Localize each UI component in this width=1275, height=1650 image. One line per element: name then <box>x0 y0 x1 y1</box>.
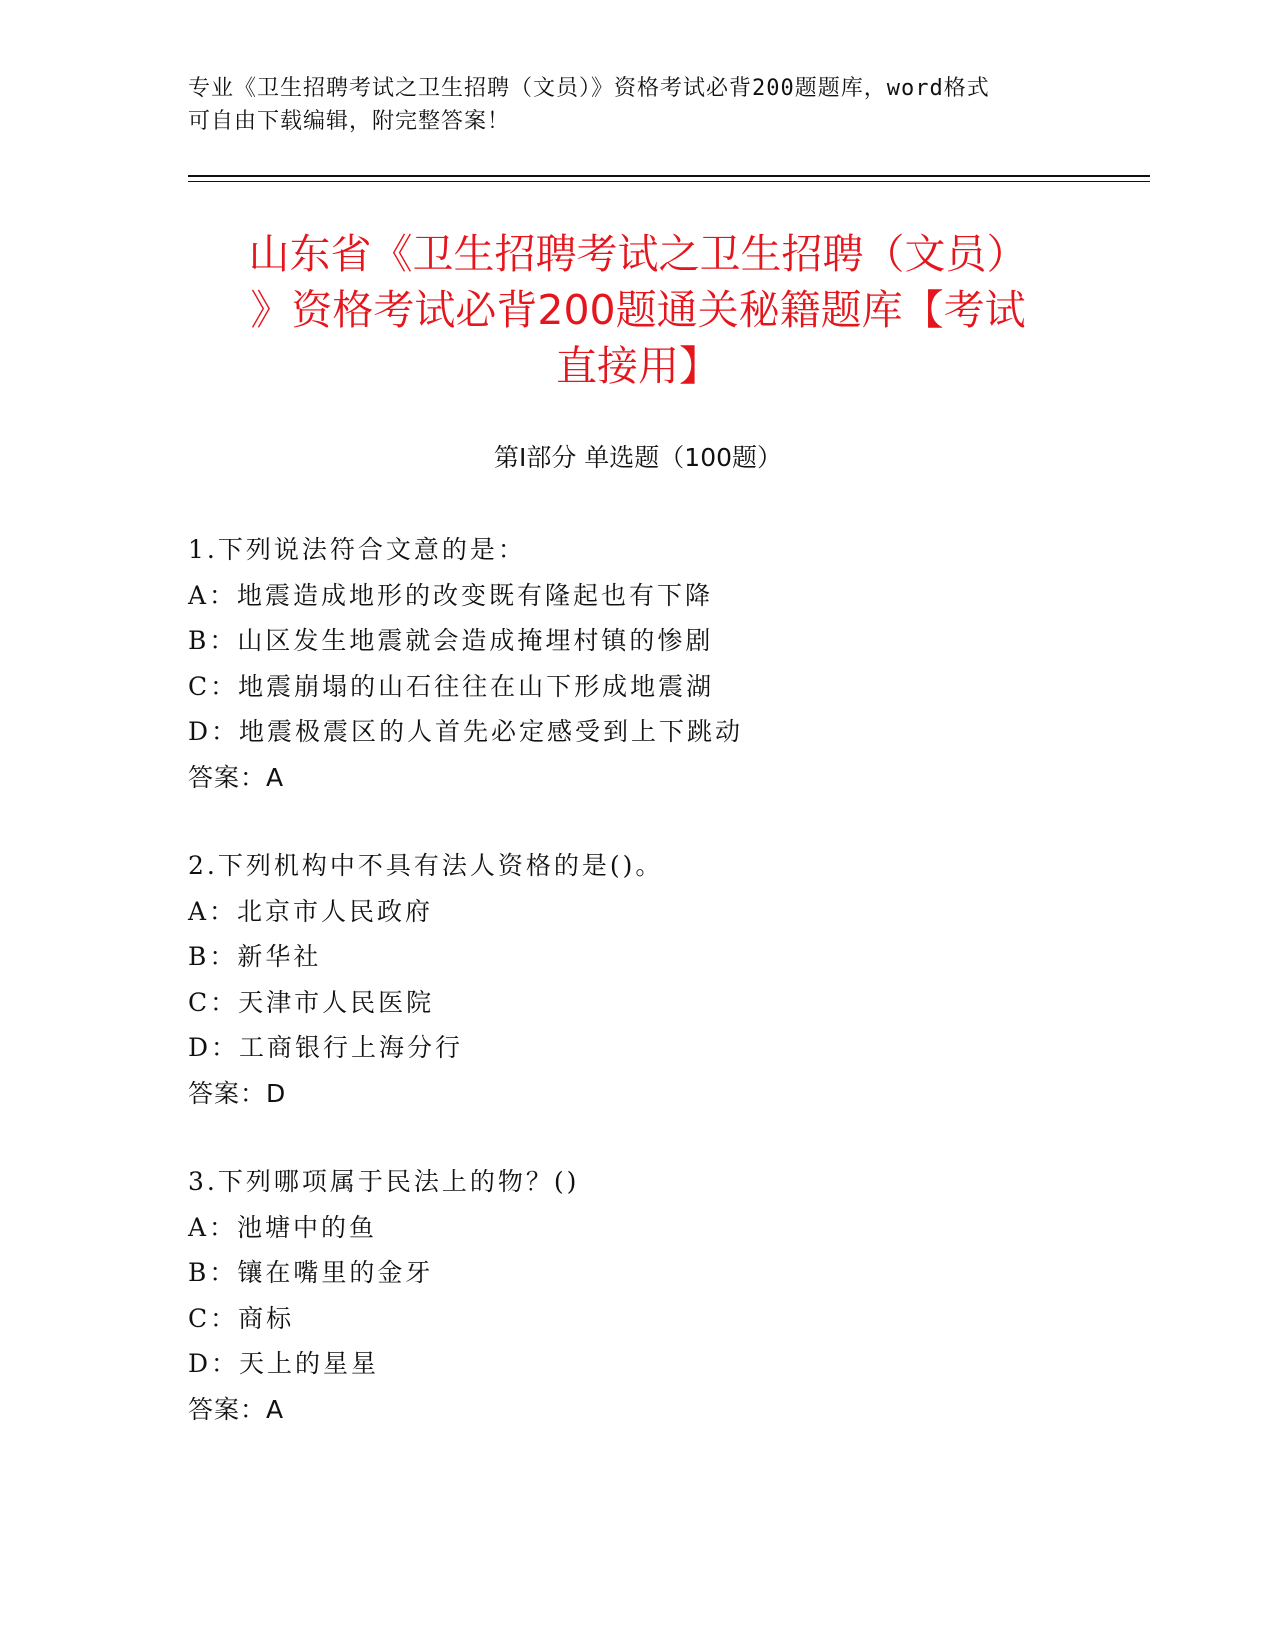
option-c: C：地震崩塌的山石往往在山下形成地震湖 <box>188 671 715 701</box>
option-d: D：天上的星星 <box>188 1349 380 1378</box>
document-intro <box>188 72 1068 138</box>
option-c: C：天津市人民医院 <box>188 987 435 1017</box>
header-rule-thick <box>188 175 1150 177</box>
intro-line-2: 可自由下载编辑，附完整答案！ <box>188 109 511 134</box>
section-heading: 第Ⅰ部分 单选题（100题） <box>493 443 783 472</box>
option-c: C：商标 <box>188 1303 295 1333</box>
intro-line-1: 专业《卫生招聘考试之卫生招聘（文员）》资格考试必背200题题库，word格式 <box>188 76 990 101</box>
title-line-1: 山东省《卫生招聘考试之卫生招聘（文员） <box>248 230 1028 278</box>
title-line-2: 》资格考试必背200题通关秘籍题库【考试 <box>250 286 1026 334</box>
answer-line: 答案：A <box>188 762 285 792</box>
option-b: B：山区发生地震就会造成掩埋村镇的惨剧 <box>188 626 714 655</box>
question-stem: 1.下列说法符合文意的是： <box>188 535 526 564</box>
option-a: A：池塘中的鱼 <box>188 1212 378 1242</box>
option-d: D：地震极震区的人首先必定感受到上下跳动 <box>188 717 744 746</box>
question-1 <box>188 527 1088 800</box>
answer-line: 答案：D <box>188 1078 287 1108</box>
question-stem: 3.下列哪项属于民法上的物？() <box>188 1167 580 1196</box>
question-2 <box>188 843 1088 1116</box>
option-d: D：工商银行上海分行 <box>188 1033 464 1062</box>
option-b: B：镶在嘴里的金牙 <box>188 1258 434 1287</box>
answer-line: 答案：A <box>188 1394 285 1424</box>
header-rule-thin <box>188 181 1150 182</box>
question-stem: 2.下列机构中不具有法人资格的是()。 <box>188 851 664 880</box>
option-a: A：北京市人民政府 <box>188 896 434 926</box>
document-title <box>188 226 1088 394</box>
option-a: A：地震造成地形的改变既有隆起也有下降 <box>188 580 714 610</box>
title-line-3: 直接用】 <box>556 342 720 390</box>
option-b: B：新华社 <box>188 942 322 971</box>
question-3 <box>188 1159 1088 1432</box>
question-list <box>188 527 1088 1475</box>
